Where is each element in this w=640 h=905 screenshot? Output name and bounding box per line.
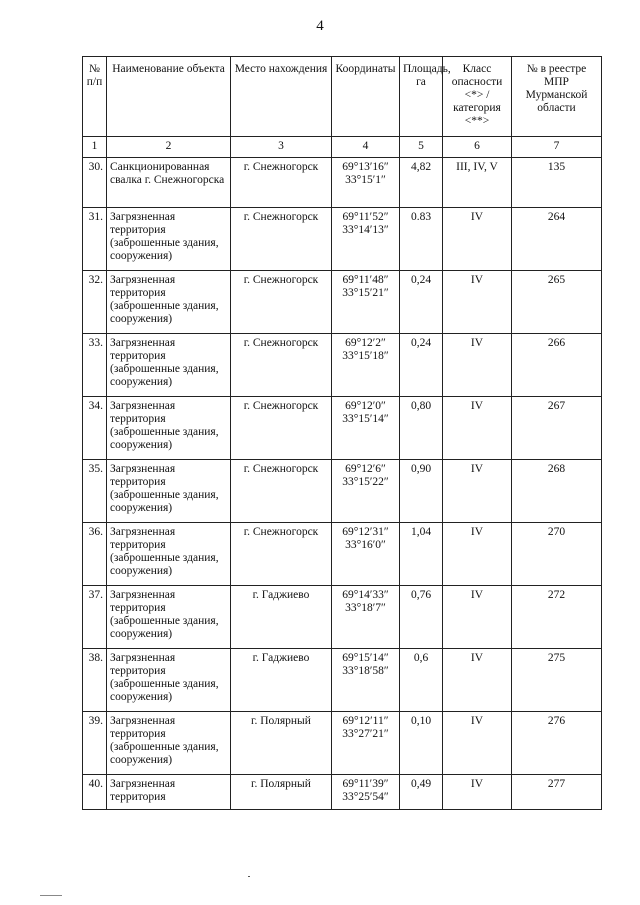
object-name: Загрязненная территория (заброшенные здания, сооружения) xyxy=(107,523,231,586)
table-row xyxy=(83,397,602,460)
latitude: 69°11′39″ xyxy=(342,778,389,790)
registry-number: 267 xyxy=(512,397,602,460)
coordinates xyxy=(332,775,400,810)
header-name: Наименование объекта xyxy=(107,57,231,137)
row-number: 35. xyxy=(83,460,107,523)
row-number: 38. xyxy=(83,649,107,712)
registry-number: 275 xyxy=(512,649,602,712)
coordinates xyxy=(332,397,400,460)
registry-number: 270 xyxy=(512,523,602,586)
coordinates xyxy=(332,712,400,775)
location: г. Снежногорск xyxy=(231,334,332,397)
registry-table xyxy=(82,56,602,810)
object-name: Загрязненная территория (заброшенные здания, сооружения) xyxy=(107,397,231,460)
area: 0,24 xyxy=(400,334,443,397)
page-number: 4 xyxy=(316,18,324,34)
latitude: 69°11′48″ xyxy=(342,274,389,286)
object-name: Санкционированная свалка г. Снежногорска xyxy=(107,158,231,208)
table-row xyxy=(83,460,602,523)
table-row xyxy=(83,712,602,775)
column-number: 7 xyxy=(512,137,602,158)
location: г. Полярный xyxy=(231,712,332,775)
object-name: Загрязненная территория (заброшенные здания, сооружения) xyxy=(107,649,231,712)
longitude: 33°15′21″ xyxy=(342,287,389,299)
hazard-class: IV xyxy=(443,649,512,712)
longitude: 33°15′18″ xyxy=(342,350,389,362)
latitude: 69°12′2″ xyxy=(345,337,386,349)
latitude: 69°12′11″ xyxy=(342,715,389,727)
longitude: 33°18′7″ xyxy=(345,602,386,614)
row-number: 40. xyxy=(83,775,107,810)
location: г. Снежногорск xyxy=(231,460,332,523)
table-row xyxy=(83,334,602,397)
longitude: 33°27′21″ xyxy=(342,728,389,740)
object-name: Загрязненная территория xyxy=(107,775,231,810)
header-place: Место нахождения xyxy=(231,57,332,137)
registry-number: 272 xyxy=(512,586,602,649)
row-number: 37. xyxy=(83,586,107,649)
area: 0.83 xyxy=(400,208,443,271)
area: 0,10 xyxy=(400,712,443,775)
latitude: 69°11′52″ xyxy=(342,211,389,223)
area: 1,04 xyxy=(400,523,443,586)
row-number: 34. xyxy=(83,397,107,460)
table-row xyxy=(83,586,602,649)
object-name: Загрязненная территория (заброшенные здания, сооружения) xyxy=(107,712,231,775)
location: г. Снежногорск xyxy=(231,523,332,586)
hazard-class: IV xyxy=(443,523,512,586)
table-row xyxy=(83,271,602,334)
registry-number: 135 xyxy=(512,158,602,208)
latitude: 69°12′31″ xyxy=(342,526,389,538)
longitude: 33°15′14″ xyxy=(342,413,389,425)
row-number: 39. xyxy=(83,712,107,775)
object-name: Загрязненная территория (заброшенные здания, сооружения) xyxy=(107,460,231,523)
registry-number: 276 xyxy=(512,712,602,775)
location: г. Полярный xyxy=(231,775,332,810)
longitude: 33°15′1″ xyxy=(345,174,386,186)
latitude: 69°15′14″ xyxy=(342,652,389,664)
column-number: 1 xyxy=(83,137,107,158)
location: г. Гаджиево xyxy=(231,586,332,649)
registry-number: 266 xyxy=(512,334,602,397)
hazard-class: IV xyxy=(443,775,512,810)
coordinates xyxy=(332,523,400,586)
header-row xyxy=(83,57,602,137)
coordinates xyxy=(332,334,400,397)
column-number-row xyxy=(83,137,602,158)
row-number: 31. xyxy=(83,208,107,271)
row-number: 32. xyxy=(83,271,107,334)
table-row xyxy=(83,775,602,810)
scan-speck xyxy=(248,876,250,877)
location: г. Гаджиево xyxy=(231,649,332,712)
longitude: 33°25′54″ xyxy=(342,791,389,803)
header-coordinates: Координаты xyxy=(332,57,400,137)
hazard-class: IV xyxy=(443,208,512,271)
row-number: 33. xyxy=(83,334,107,397)
hazard-class: III, IV, V xyxy=(443,158,512,208)
coordinates xyxy=(332,208,400,271)
location: г. Снежногорск xyxy=(231,397,332,460)
header-registry-number: № в реестре МПР Мурманской области xyxy=(512,57,602,137)
latitude: 69°14′33″ xyxy=(342,589,389,601)
coordinates xyxy=(332,460,400,523)
coordinates xyxy=(332,586,400,649)
coordinates xyxy=(332,649,400,712)
header-area: Площадь, га xyxy=(400,57,443,137)
latitude: 69°12′0″ xyxy=(345,400,386,412)
location: г. Снежногорск xyxy=(231,208,332,271)
row-number: 36. xyxy=(83,523,107,586)
header-num: № п/п xyxy=(83,57,107,137)
column-number: 4 xyxy=(332,137,400,158)
hazard-class: IV xyxy=(443,460,512,523)
longitude: 33°14′13″ xyxy=(342,224,389,236)
latitude: 69°12′6″ xyxy=(345,463,386,475)
column-number: 5 xyxy=(400,137,443,158)
registry-number: 265 xyxy=(512,271,602,334)
area: 0,80 xyxy=(400,397,443,460)
table-row xyxy=(83,523,602,586)
location: г. Снежногорск xyxy=(231,271,332,334)
hazard-class: IV xyxy=(443,586,512,649)
header-hazard-class: Класс опасности <*> / категория <**> xyxy=(443,57,512,137)
column-number: 2 xyxy=(107,137,231,158)
registry-number: 264 xyxy=(512,208,602,271)
table-row xyxy=(83,158,602,208)
registry-number: 268 xyxy=(512,460,602,523)
scan-speck xyxy=(40,895,62,896)
registry-number: 277 xyxy=(512,775,602,810)
area: 0,24 xyxy=(400,271,443,334)
coordinates xyxy=(332,271,400,334)
longitude: 33°16′0″ xyxy=(345,539,386,551)
hazard-class: IV xyxy=(443,334,512,397)
object-name: Загрязненная территория (заброшенные здания, сооружения) xyxy=(107,208,231,271)
row-number: 30. xyxy=(83,158,107,208)
area: 0,76 xyxy=(400,586,443,649)
area: 4,82 xyxy=(400,158,443,208)
coordinates xyxy=(332,158,400,208)
table-row xyxy=(83,208,602,271)
latitude: 69°13′16″ xyxy=(342,161,389,173)
location: г. Снежногорск xyxy=(231,158,332,208)
object-name: Загрязненная территория (заброшенные здания, сооружения) xyxy=(107,334,231,397)
longitude: 33°15′22″ xyxy=(342,476,389,488)
table-row xyxy=(83,649,602,712)
area: 0,49 xyxy=(400,775,443,810)
hazard-class: IV xyxy=(443,397,512,460)
column-number: 6 xyxy=(443,137,512,158)
object-name: Загрязненная территория (заброшенные здания, сооружения) xyxy=(107,586,231,649)
object-name: Загрязненная территория (заброшенные здания, сооружения) xyxy=(107,271,231,334)
area: 0,6 xyxy=(400,649,443,712)
column-number: 3 xyxy=(231,137,332,158)
longitude: 33°18′58″ xyxy=(342,665,389,677)
area: 0,90 xyxy=(400,460,443,523)
hazard-class: IV xyxy=(443,271,512,334)
hazard-class: IV xyxy=(443,712,512,775)
